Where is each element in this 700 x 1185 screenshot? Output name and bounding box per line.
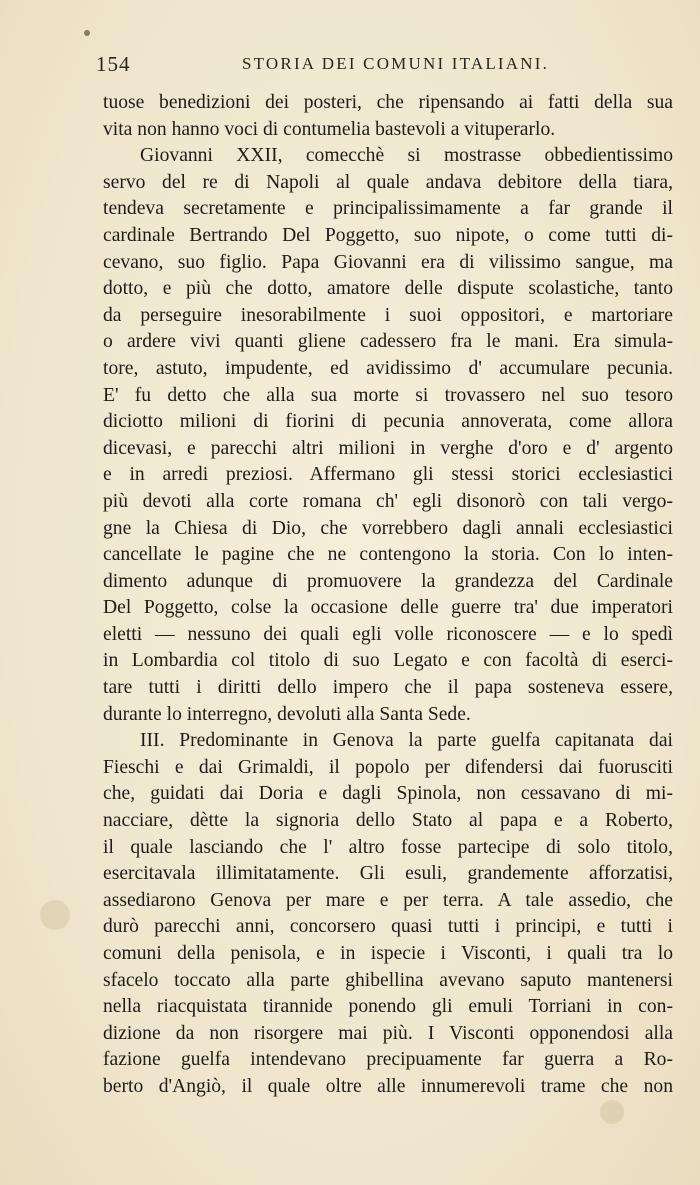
text-line: e in arredi preziosi. Affermano gli stessi storici ecclesiastici (103, 464, 673, 486)
text-line: eletti — nessuno dei quali egli volle riconoscere — e lo spedì (103, 623, 673, 645)
paper-stain (84, 30, 90, 36)
text-line: in Lombardia col titolo di suo Legato e con facoltà di eserci- (103, 650, 673, 672)
running-title: STORIA DEI COMUNI ITALIANI. (242, 54, 550, 73)
text-line: tare tutti i diritti dello impero che il papa sosteneva essere, (103, 677, 673, 699)
text-line: tendeva secretamente e principalissimamente a far grande il (103, 198, 673, 220)
text-line: tore, astuto, impudente, ed avidissimo d' accumulare pecunia. (103, 357, 673, 379)
text-line: cevano, suo figlio. Papa Giovanni era di vilissimo sangue, ma (103, 251, 673, 273)
text-line: fazione guelfa intendevano precipuamente far guerra a Ro- (103, 1049, 673, 1071)
text-line: esercitavala illimitatamente. Gli esuli, grandemente afforzatisi, (103, 863, 673, 885)
text-line: Giovanni XXII, comecchè si mostrasse obbedientissimo (140, 145, 673, 167)
text-line: berto d'Angiò, il quale oltre alle innumerevoli trame che non (103, 1075, 673, 1097)
text-line: servo del re di Napoli al quale andava debitore della tiara, (103, 171, 673, 193)
text-line: dimento adunque di promuovere la grandezza del Cardinale (103, 570, 673, 592)
text-line: da perseguire inesorabilmente i suoi oppositori, e martoriare (103, 304, 673, 326)
text-line: che, guidati dai Doria e dagli Spinola, non cessavano di mi- (103, 783, 673, 805)
text-line: Fieschi e dai Grimaldi, il popolo per difendersi dai fuorusciti (103, 756, 673, 778)
paper-stain (600, 1100, 624, 1124)
page-number: 154 (96, 52, 131, 76)
text-line: dotto, e più che dotto, amatore delle dispute scolastiche, tanto (103, 278, 673, 300)
text-line: E' fu detto che alla sua morte si trovassero nel suo tesoro (103, 384, 673, 406)
text-line: comuni della penisola, e in ispecie i Visconti, i quali tra lo (103, 943, 673, 964)
text-line: cancellate le pagine che ne contengono la storia. Con lo inten- (103, 544, 673, 566)
text-line: cardinale Bertrando Del Poggetto, suo nipote, o come tutti di- (103, 224, 673, 246)
body-text (103, 90, 673, 1101)
text-line: nacciare, dètte la signoria dello Stato al papa e a Roberto, (103, 810, 673, 832)
text-line: durò parecchi anni, concorsero quasi tutti i principi, e tutti i (103, 916, 673, 938)
text-line: nella riacquistata tirannide ponendo gli emuli Torriani in con- (103, 996, 673, 1018)
text-line: durante lo interregno, devoluti alla Santa Sede. (103, 703, 471, 725)
text-line: Del Poggetto, colse la occasione delle guerre tra' due imperatori (103, 597, 673, 619)
text-line: III. Predominante in Genova la parte guelfa capitanata dai (140, 730, 673, 752)
text-line: tuose benedizioni dei posteri, che ripensando ai fatti della sua (103, 92, 673, 113)
paper-stain (40, 900, 70, 930)
text-line: assediarono Genova per mare e per terra. A tale assedio, che (103, 889, 673, 911)
text-line: vita non hanno voci di contumelia bastevoli a vituperarlo. (103, 118, 556, 140)
page-header (96, 52, 576, 82)
text-line: o ardere vivi quanti gliene cadessero fra le mani. Era simula- (103, 331, 673, 353)
text-line: diciotto milioni di fiorini di pecunia annoverata, come allora (103, 411, 673, 433)
text-line: gne la Chiesa di Dio, che vorrebbero dagli annali ecclesiastici (103, 517, 673, 539)
text-line: dicevasi, e parecchi altri milioni in verghe d'oro e d' argento (103, 437, 673, 459)
text-line: il quale lasciando che l' altro fosse partecipe di solo titolo, (103, 836, 673, 858)
text-line: dizione da non risorgere mai più. I Visconti opponendosi alla (103, 1022, 673, 1044)
text-line: più devoti alla corte romana ch' egli disonorò con tali vergo- (103, 490, 673, 512)
text-line: sfacelo toccato alla parte ghibellina avevano saputo mantenersi (103, 969, 673, 991)
